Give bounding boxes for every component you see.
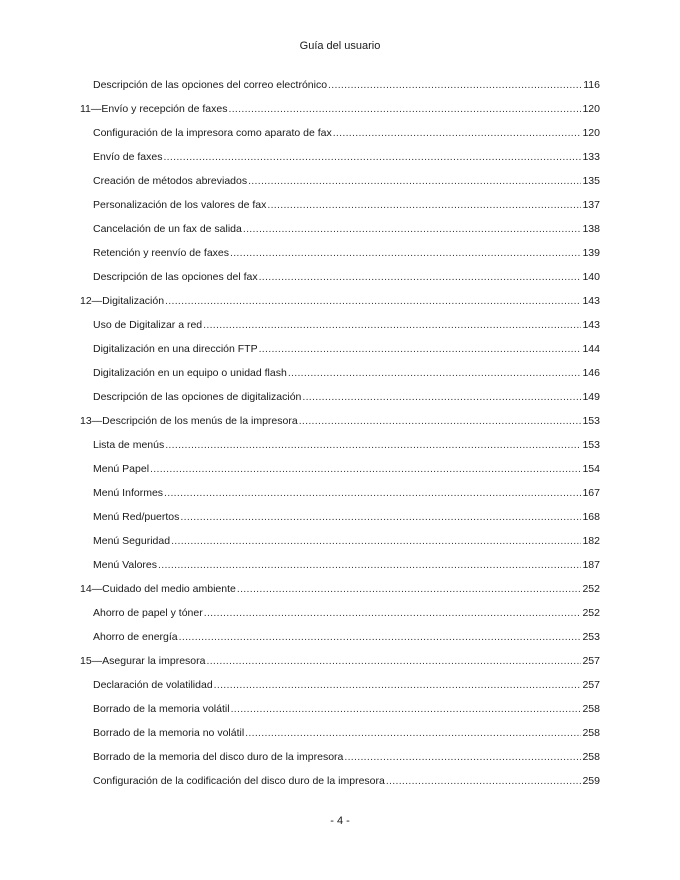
toc-entry-title: Declaración de volatilidad [93, 679, 213, 691]
toc-dot-leader [165, 437, 581, 453]
toc-entry-title: Lista de menús [93, 439, 165, 451]
toc-entry-title: Ahorro de energía [93, 631, 178, 643]
toc-section-entry[interactable] [93, 437, 600, 453]
toc-dot-leader [243, 221, 582, 237]
toc-section-entry[interactable] [93, 197, 600, 213]
toc-entry-page-number: 146 [582, 367, 600, 379]
toc-entry-page-number: 144 [582, 343, 600, 355]
toc-entry-page-number: 116 [583, 79, 600, 91]
toc-section-entry[interactable] [93, 221, 600, 237]
toc-dot-leader [328, 77, 582, 93]
toc-entry-page-number: 252 [582, 607, 600, 619]
toc-chapter-entry[interactable] [80, 101, 600, 117]
toc-section-entry[interactable] [93, 677, 600, 693]
toc-entry-page-number: 140 [582, 271, 600, 283]
toc-entry-title: Digitalización en un equipo o unidad flash [93, 367, 287, 379]
toc-section-entry[interactable] [93, 149, 600, 165]
toc-entry-title: Menú Papel [93, 463, 150, 475]
toc-dot-leader [158, 557, 581, 573]
document-title: Guía del usuario [299, 40, 381, 52]
toc-entry-page-number: 258 [582, 727, 600, 739]
toc-entry-title: Ahorro de papel y tóner [93, 607, 203, 619]
toc-section-entry[interactable] [93, 389, 600, 405]
toc-entry-page-number: 258 [582, 703, 600, 715]
toc-dot-leader [259, 269, 582, 285]
toc-section-entry[interactable] [93, 317, 600, 333]
toc-dot-leader [171, 533, 581, 549]
toc-section-entry[interactable] [93, 725, 600, 741]
toc-section-entry[interactable] [93, 125, 600, 141]
page-footer [0, 815, 680, 827]
toc-dot-leader [333, 125, 582, 141]
toc-section-entry[interactable] [93, 365, 600, 381]
toc-entry-title: Cancelación de un fax de salida [93, 223, 242, 235]
toc-entry-page-number: 182 [582, 535, 600, 547]
toc-entry-title: Borrado de la memoria del disco duro de la impresora [93, 751, 344, 763]
toc-section-entry[interactable] [93, 269, 600, 285]
page-header [0, 40, 680, 52]
toc-entry-page-number: 253 [582, 631, 600, 643]
toc-entry-page-number: 137 [582, 199, 600, 211]
toc-entry-page-number: 149 [582, 391, 600, 403]
toc-entry-title: Envío de faxes [93, 151, 163, 163]
toc-entry-title: Borrado de la memoria volátil [93, 703, 230, 715]
toc-entry-page-number: 120 [582, 127, 600, 139]
toc-entry-title: Menú Informes [93, 487, 164, 499]
toc-entry-page-number: 143 [582, 319, 600, 331]
toc-entry-title: 15—Asegurar la impresora [80, 655, 206, 667]
toc-entry-page-number: 153 [582, 415, 600, 427]
toc-dot-leader [248, 173, 581, 189]
toc-entry-title: Descripción de las opciones del fax [93, 271, 258, 283]
toc-entry-title: Configuración de la codificación del disco duro de la impresora [93, 775, 385, 787]
toc-entry-title: Uso de Digitalizar a red [93, 319, 203, 331]
toc-entry-page-number: 252 [582, 583, 600, 595]
toc-dot-leader [165, 293, 581, 309]
toc-dot-leader [204, 605, 582, 621]
toc-dot-leader [163, 149, 581, 165]
toc-entry-title: Menú Seguridad [93, 535, 171, 547]
toc-dot-leader [386, 773, 582, 789]
toc-dot-leader [231, 701, 582, 717]
toc-entry-page-number: 139 [582, 247, 600, 259]
toc-section-entry[interactable] [93, 245, 600, 261]
toc-entry-page-number: 257 [582, 655, 600, 667]
toc-entry-title: 13—Descripción de los menús de la impresora [80, 415, 298, 427]
toc-section-entry[interactable] [93, 773, 600, 789]
toc-entry-page-number: 153 [582, 439, 600, 451]
toc-dot-leader [259, 341, 582, 357]
toc-entry-title: Digitalización en una dirección FTP [93, 343, 258, 355]
toc-entry-page-number: 168 [582, 511, 600, 523]
toc-entry-page-number: 143 [582, 295, 600, 307]
toc-dot-leader [228, 101, 581, 117]
toc-dot-leader [203, 317, 581, 333]
toc-entry-page-number: 258 [582, 751, 600, 763]
toc-section-entry[interactable] [93, 533, 600, 549]
toc-section-entry[interactable] [93, 461, 600, 477]
toc-entry-title: Descripción de las opciones de digitalización [93, 391, 302, 403]
toc-dot-leader [237, 581, 582, 597]
toc-dot-leader [214, 677, 582, 693]
toc-entry-title: Borrado de la memoria no volátil [93, 727, 245, 739]
toc-dot-leader [267, 197, 581, 213]
toc-entry-title: Retención y reenvío de faxes [93, 247, 229, 259]
toc-dot-leader [299, 413, 582, 429]
toc-dot-leader [179, 629, 582, 645]
toc-entry-title: Configuración de la impresora como aparato de fax [93, 127, 332, 139]
toc-entry-page-number: 167 [582, 487, 600, 499]
toc-section-entry[interactable] [93, 605, 600, 621]
toc-chapter-entry[interactable] [80, 653, 600, 669]
toc-dot-leader [164, 485, 581, 501]
toc-entry-title: Personalización de los valores de fax [93, 199, 267, 211]
toc-entry-title: 11—Envío y recepción de faxes [80, 103, 228, 115]
toc-chapter-entry[interactable] [80, 413, 600, 429]
toc-dot-leader [150, 461, 581, 477]
toc-entry-title: Creación de métodos abreviados [93, 175, 248, 187]
toc-section-entry[interactable] [93, 629, 600, 645]
toc-dot-leader [180, 509, 581, 525]
toc-dot-leader [288, 365, 582, 381]
toc-dot-leader [302, 389, 581, 405]
toc-section-entry[interactable] [93, 485, 600, 501]
toc-section-entry[interactable] [93, 77, 600, 93]
toc-entry-page-number: 133 [582, 151, 600, 163]
toc-entry-title: Menú Red/puertos [93, 511, 180, 523]
toc-dot-leader [230, 245, 581, 261]
toc-section-entry[interactable] [93, 341, 600, 357]
toc-entry-title: Menú Valores [93, 559, 158, 571]
toc-dot-leader [245, 725, 581, 741]
toc-section-entry[interactable] [93, 701, 600, 717]
toc-entry-page-number: 259 [582, 775, 600, 787]
toc-section-entry[interactable] [93, 557, 600, 573]
toc-entry-page-number: 187 [582, 559, 600, 571]
toc-entry-page-number: 138 [582, 223, 600, 235]
toc-entry-page-number: 257 [582, 679, 600, 691]
toc-section-entry[interactable] [93, 509, 600, 525]
toc-entry-title: Descripción de las opciones del correo electrónico [93, 79, 328, 91]
toc-entry-page-number: 154 [582, 463, 600, 475]
toc-section-entry[interactable] [93, 173, 600, 189]
toc-chapter-entry[interactable] [80, 581, 600, 597]
toc-entry-page-number: 120 [582, 103, 600, 115]
toc-dot-leader [206, 653, 581, 669]
toc-entry-page-number: 135 [582, 175, 600, 187]
toc-entry-title: 14—Cuidado del medio ambiente [80, 583, 236, 595]
toc-dot-leader [344, 749, 581, 765]
toc-entry-title: 12—Digitalización [80, 295, 165, 307]
page-number: - 4 - [330, 815, 350, 827]
toc-section-entry[interactable] [93, 749, 600, 765]
toc-chapter-entry[interactable] [80, 293, 600, 309]
